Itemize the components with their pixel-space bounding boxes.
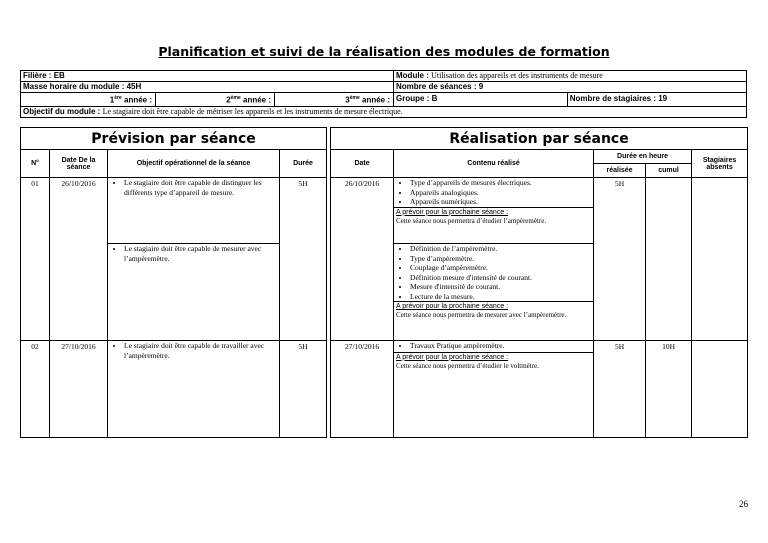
masse-horaire-cell: Masse horaire du module : 45H [21, 82, 394, 93]
row-duree: 5H [280, 178, 327, 341]
row-contenu: • Travaux Pratique ampèremètre. A prévoir pour la prochaine séance : Cette séance nous permettra d’étudier le voltmètre. [394, 341, 594, 438]
row-date-realisation: 27/10/2016 [331, 341, 394, 438]
module-cell: Module : Utilisation des appareils et des instruments de mesure [394, 71, 747, 82]
row-contenu: • Type d’appareils de mesures électriques. • Appareils analogiques. • Appareils numériques. A prévoir pour la prochaine séance : Cette séance nous permettra d’étudier l’ampèremètre. [394, 178, 594, 244]
row-date-realisation: 26/10/2016 [331, 178, 394, 341]
row-num: 02 [21, 341, 50, 438]
col-date-header: Date [331, 150, 394, 178]
module-info-table [20, 70, 747, 118]
row-realisee: 5H [594, 341, 646, 438]
row-contenu: • Définition de l’ampèremètre. • Type d’ampèremètre. • Couplage d’ampèremètre. • Définition mesure d'intensité de courant. • Mesure d'intensité de courant. • Lecture de la mesure. A prévoir pour la prochaine séance : Cette séance nous permettra de mesurer avec l’ampèremètre. [394, 244, 594, 341]
row-absents [692, 178, 748, 341]
row-date: 27/10/2016 [50, 341, 108, 438]
col-duree-heure-header: Durée en heure [594, 150, 692, 164]
col-num-header: N° [21, 150, 50, 178]
row-absents [692, 341, 748, 438]
col-absents-header: Stagiaires absents [692, 150, 748, 178]
row-cumul [646, 178, 692, 341]
table-row [21, 341, 748, 438]
row-realisee: 5H [594, 178, 646, 341]
row-date: 26/10/2016 [50, 178, 108, 341]
page-title: Planification et suivi de la réalisation des modules de formation [158, 44, 610, 59]
table-row [21, 178, 748, 244]
row-objectif: • Le stagiaire doit être capable de travailler avec l’ampèremètre. [108, 341, 280, 438]
row-objectif: • Le stagiaire doit être capable de distinguer les différents type d’appareil de mesure. [108, 178, 280, 244]
col-realisee-header: réalisée [594, 164, 646, 178]
nombre-seances-cell: Nombre de séances : 9 [394, 82, 747, 93]
col-date-seance-header: Date De la séance [50, 150, 108, 178]
groupe-cell: Groupe : B [394, 93, 568, 107]
page-number: 26 [739, 499, 748, 509]
row-objectif: • Le stagiaire doit être capable de mesurer avec l’ampèremètre. [108, 244, 280, 341]
nombre-stagiaires-cell: Nombre de stagiaires : 19 [567, 93, 746, 107]
filiere-cell: Filière : EB [21, 71, 394, 82]
col-contenu-header: Contenu réalisé [394, 150, 594, 178]
objectif-module-cell: Objectif du module : Le stagiaire doit être capable de métriser les appareils et les instruments de mesure électrique. [21, 106, 747, 117]
row-cumul: 10H [646, 341, 692, 438]
col-cumul-header: cumul [646, 164, 692, 178]
prevision-heading: Prévision par séance [21, 128, 327, 150]
col-duree-header: Durée [280, 150, 327, 178]
col-objectif-header: Objectif opérationnel de la séance [108, 150, 280, 178]
realisation-heading: Réalisation par séance [331, 128, 748, 150]
annees-cell: 1ère année : 2ème année : 3ème année : [21, 93, 394, 107]
row-num: 01 [21, 178, 50, 341]
seances-table [20, 127, 748, 438]
row-duree: 5H [280, 341, 327, 438]
